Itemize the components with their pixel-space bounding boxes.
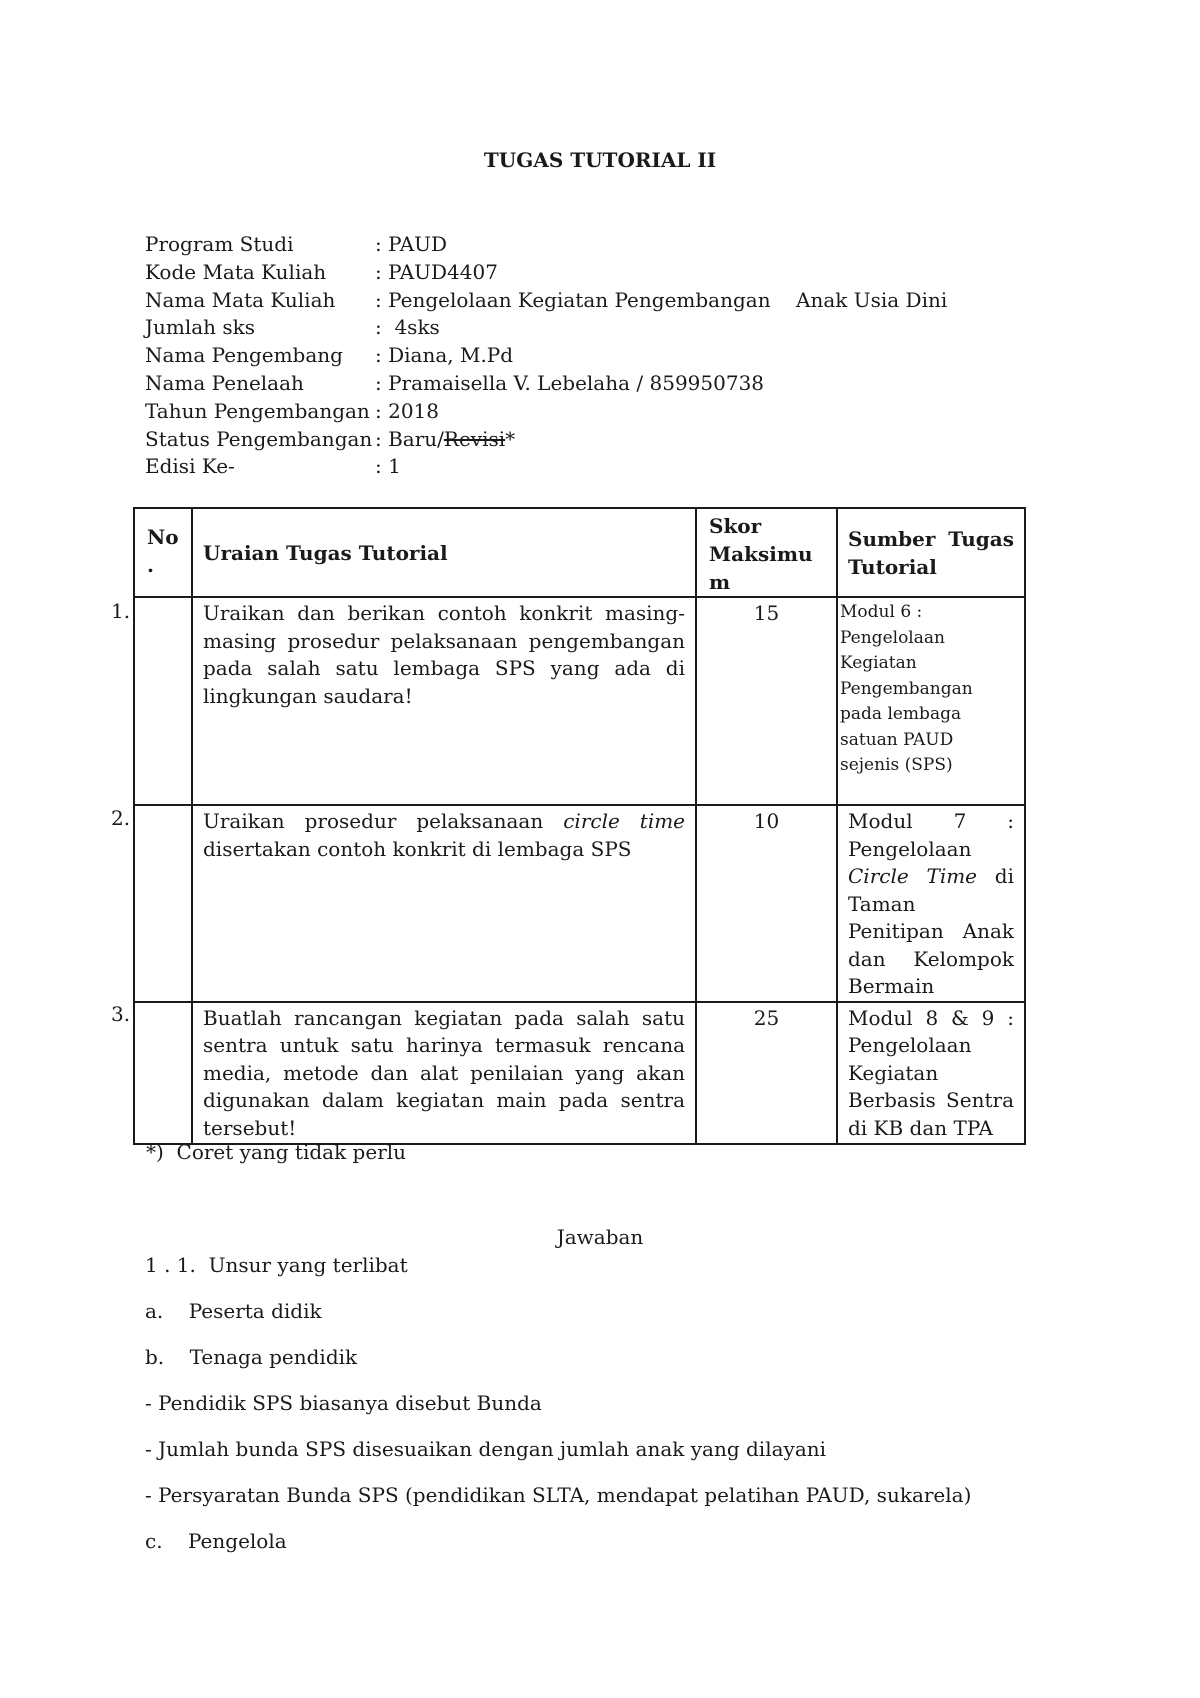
cell-no [134, 597, 192, 805]
header-skor-line: m [709, 570, 731, 594]
row-number: 3. [111, 1002, 131, 1026]
footnote: *) Coret yang tidak perlu [146, 1140, 407, 1164]
row-number: 2. [111, 806, 131, 830]
uraian-text [193, 806, 695, 863]
info-row-status-pengembangan [145, 426, 947, 454]
info-value: : 1 [375, 454, 401, 479]
header-no-line: No [147, 525, 179, 549]
cell-uraian [192, 805, 696, 1002]
info-label: Status Pengembangan [145, 426, 373, 451]
info-label: Nama Pengembang [145, 343, 343, 368]
sumber-text: Modul 8 & 9 : Pengelolaan Kegiatan Berbasis Sentra di KB dan TPA [848, 1005, 1014, 1140]
answer-line: 1 . 1. Unsur yang terlibat [145, 1253, 408, 1277]
sumber-italic-term: Circle Time [848, 864, 978, 888]
sumber-line: satuan PAUD [840, 729, 954, 750]
header-sumber-line: Tutorial [848, 554, 937, 579]
info-value: : 2018 [375, 398, 439, 423]
cell-skor [696, 597, 837, 805]
sumber-text [838, 598, 1024, 779]
info-row-kode-mata-kuliah [145, 259, 947, 287]
cell-skor [696, 1002, 837, 1144]
header-skor-line: Skor [709, 514, 762, 538]
answer-line: - Pendidik SPS biasanya disebut Bunda [145, 1391, 542, 1415]
sumber-line: Pengembangan [840, 678, 973, 699]
answer-line: c. Pengelola [145, 1529, 287, 1553]
header-skor [696, 508, 837, 597]
uraian-text-part: disertakan contoh konkrit di lembaga SPS [203, 836, 632, 861]
info-value [375, 426, 515, 454]
info-value: : Pengelolaan Kegiatan Pengembangan Anak Usia Dini [375, 287, 948, 312]
row-number: 1. [111, 599, 131, 623]
info-label: Kode Mata Kuliah [145, 259, 327, 284]
sumber-line: Modul 6 : [840, 602, 923, 622]
info-row-edisi [145, 453, 947, 481]
sumber-line: pada lembaga [840, 704, 962, 724]
header-no-line: . [147, 553, 154, 577]
info-value: : Pramaisella V. Lebelaha / 859950738 [375, 370, 765, 395]
header-sumber [837, 508, 1025, 597]
answer-title: Jawaban [556, 1225, 644, 1249]
sumber-line: sejenis (SPS) [840, 755, 953, 775]
cell-skor [696, 805, 837, 1002]
cell-no [134, 805, 192, 1002]
header-no [134, 508, 192, 597]
info-value: : PAUD4407 [375, 259, 498, 284]
answer-line: a. Peserta didik [145, 1299, 322, 1323]
info-label: Nama Penelaah [145, 370, 304, 395]
table-row [134, 597, 1025, 805]
sumber-text [838, 806, 1024, 1001]
uraian-text-part: Uraikan prosedur pelaksanaan [203, 809, 544, 833]
uraian-italic-term: circle time [563, 809, 686, 833]
sumber-text-part: di Taman Penitipan Anak dan Kelompok Bermain [848, 864, 1014, 998]
sumber-line: Pengelolaan [840, 627, 945, 648]
uraian-text: Buatlah rancangan kegiatan pada salah satu sentra untuk satu harinya termasuk rencana media, metode dan alat penilaian yang akan digunakan dalam kegiatan main pada sentra tersebut! [203, 1005, 685, 1140]
course-info [145, 231, 947, 481]
info-label: Tahun Pengembangan [145, 398, 370, 423]
info-row-tahun-pengembangan [145, 398, 947, 426]
info-value: : 4sks [375, 315, 440, 340]
tasks-table [133, 507, 1026, 1145]
info-row-jumlah-sks [145, 314, 947, 342]
skor-value: 15 [753, 601, 780, 625]
info-row-nama-mata-kuliah [145, 287, 947, 315]
info-value: : PAUD [375, 232, 448, 256]
sumber-line: Kegiatan [840, 653, 917, 673]
header-sumber-line: Sumber Tugas [848, 526, 1014, 551]
uraian-text: Uraikan dan berikan contoh konkrit masing-masing prosedur pelaksanaan pengembangan pada salah satu lembaga SPS yang ada di lingkungan saudara! [203, 601, 685, 708]
header-uraian: Uraian Tugas Tutorial [192, 508, 696, 597]
header-skor-line: Maksimu [709, 542, 813, 566]
info-row-nama-pengembang [145, 342, 947, 370]
answer-line: - Persyaratan Bunda SPS (pendidikan SLTA, mendapat pelatihan PAUD, sukarela) [145, 1483, 972, 1507]
info-label: Edisi Ke- [145, 454, 235, 479]
skor-value: 10 [753, 809, 780, 833]
table-header-row [134, 508, 1025, 597]
status-struck-text: Revisi [443, 426, 506, 451]
table-row [134, 1002, 1025, 1144]
info-label: Jumlah sks [145, 315, 256, 340]
status-prefix: : Baru/ [375, 426, 444, 451]
info-row-nama-penelaah [145, 370, 947, 398]
info-value: : Diana, M.Pd [375, 343, 514, 368]
info-row-program-studi [145, 231, 947, 259]
answer-line: - Jumlah bunda SPS disesuaikan dengan jumlah anak yang dilayani [145, 1437, 827, 1461]
cell-no [134, 1002, 192, 1144]
cell-sumber [837, 597, 1025, 805]
cell-uraian [192, 597, 696, 805]
cell-sumber [837, 805, 1025, 1002]
answer-line: b. Tenaga pendidik [145, 1345, 358, 1369]
cell-sumber [837, 1002, 1025, 1144]
document-title: TUGAS TUTORIAL II [483, 148, 717, 172]
table-row [134, 805, 1025, 1002]
cell-uraian [192, 1002, 696, 1144]
skor-value: 25 [753, 1005, 780, 1030]
info-label: Nama Mata Kuliah [145, 287, 336, 312]
sumber-text-part: Modul 7 : Pengelolaan [848, 809, 1014, 861]
info-label: Program Studi [145, 232, 294, 256]
status-suffix: * [505, 426, 516, 451]
